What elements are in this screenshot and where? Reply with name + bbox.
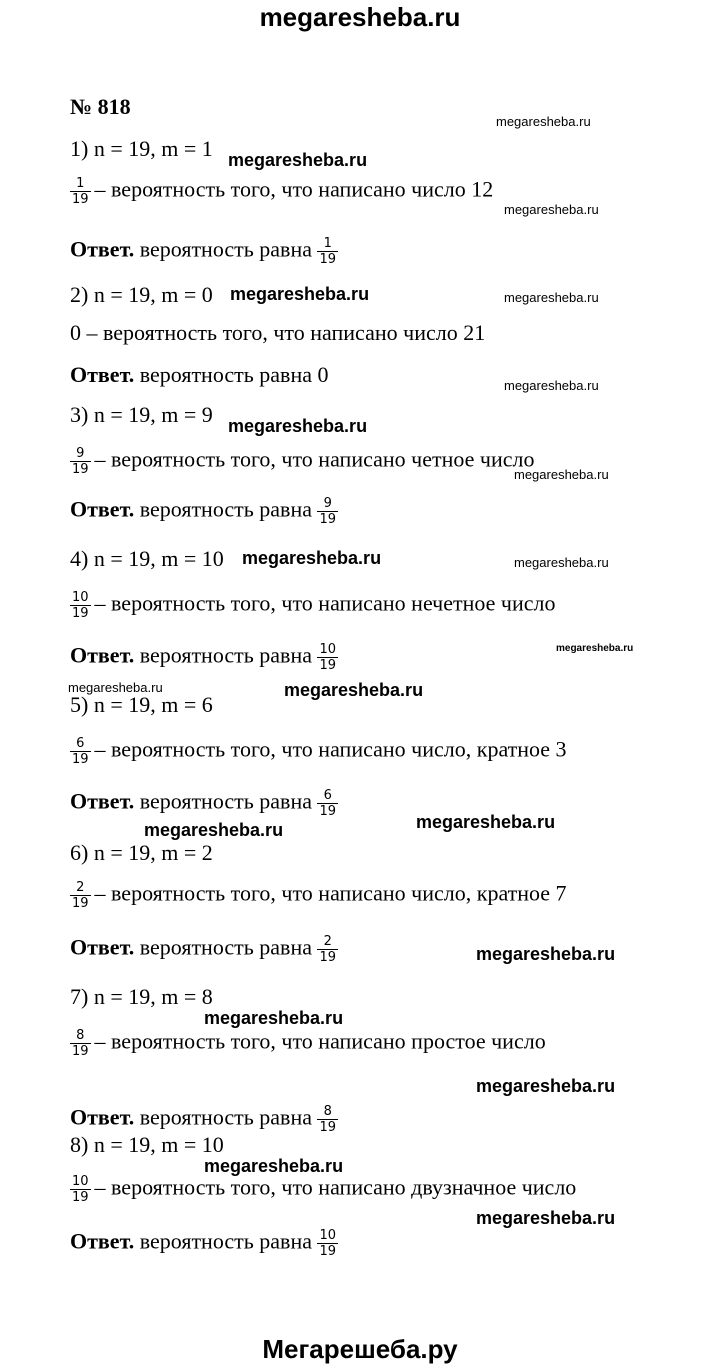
watermark: megaresheba.ru <box>68 680 163 695</box>
watermark: megaresheba.ru <box>242 548 382 568</box>
watermark: megaresheba.ru <box>514 467 609 482</box>
watermark: megaresheba.ru <box>416 812 556 832</box>
watermark: megaresheba.ru <box>144 820 284 840</box>
condition-5: 5) n = 19, m = 6 <box>70 692 213 717</box>
watermark: megaresheba.ru <box>476 1076 616 1096</box>
watermark: megaresheba.ru <box>228 416 368 436</box>
description-3: $\frac{9}{19}$ – вероятность того, что написано четное число <box>72 446 535 477</box>
fraction: $\frac{8}{19}$ <box>72 1028 89 1059</box>
condition-2: 2) n = 19, m = 0 <box>70 282 213 307</box>
watermark: megaresheba.ru <box>514 555 609 570</box>
watermark: megaresheba.ru <box>504 378 599 393</box>
description-4: $\frac{10}{19}$ – вероятность того, что написано нечетное число <box>72 590 556 621</box>
fraction: $\frac{2}{19}$ <box>319 934 337 965</box>
description-2: 0 – вероятность того, что написано число 21 <box>70 320 486 345</box>
answer-8: Ответ. вероятность равна $\frac{10}{19}$ <box>70 1228 337 1259</box>
watermark: megaresheba.ru <box>230 284 370 304</box>
watermark: megaresheba.ru <box>556 643 634 654</box>
watermark: megaresheba.ru <box>284 680 424 700</box>
watermark: megaresheba.ru <box>476 1208 616 1228</box>
answer-7: Ответ. вероятность равна $\frac{8}{19}$ <box>70 1104 337 1135</box>
condition-6: 6) n = 19, m = 2 <box>70 840 213 865</box>
fraction: $\frac{10}{19}$ <box>72 590 89 621</box>
fraction: $\frac{10}{19}$ <box>319 1228 337 1259</box>
condition-1: 1) n = 19, m = 1 <box>70 136 213 161</box>
fraction: $\frac{1}{19}$ <box>72 176 89 207</box>
answer-1: Ответ. вероятность равна $\frac{1}{19}$ <box>70 236 337 267</box>
site-header: megaresheba.ru <box>259 2 461 32</box>
fraction: $\frac{8}{19}$ <box>319 1104 337 1135</box>
condition-4: 4) n = 19, m = 10 <box>70 546 224 571</box>
watermark: megaresheba.ru <box>228 150 368 170</box>
fraction: $\frac{10}{19}$ <box>319 642 337 673</box>
task-number: № 818 <box>70 94 131 119</box>
answer-6: Ответ. вероятность равна $\frac{2}{19}$ <box>70 934 337 965</box>
fraction: $\frac{9}{19}$ <box>72 446 89 477</box>
answer-3: Ответ. вероятность равна $\frac{9}{19}$ <box>70 496 337 527</box>
watermark: megaresheba.ru <box>204 1008 344 1028</box>
fraction: $\frac{1}{19}$ <box>319 236 337 267</box>
fraction: $\frac{2}{19}$ <box>72 880 89 911</box>
description-8: $\frac{10}{19}$ – вероятность того, что написано двузначное число <box>72 1174 577 1205</box>
condition-8: 8) n = 19, m = 10 <box>70 1132 224 1157</box>
answer-4: Ответ. вероятность равна $\frac{10}{19}$ <box>70 642 337 673</box>
watermark: megaresheba.ru <box>496 114 591 129</box>
fraction: $\frac{6}{19}$ <box>72 736 89 767</box>
fraction: $\frac{9}{19}$ <box>319 496 337 527</box>
description-1: $\frac{1}{19}$ – вероятность того, что написано число 12 <box>72 176 494 207</box>
description-5: $\frac{6}{19}$ – вероятность того, что написано число, кратное 3 <box>72 736 567 767</box>
watermark: megaresheba.ru <box>204 1156 344 1176</box>
watermark: megaresheba.ru <box>504 202 599 217</box>
description-6: $\frac{2}{19}$ – вероятность того, что написано число, кратное 7 <box>72 880 567 911</box>
answer-2: Ответ. вероятность равна 0 <box>70 362 329 387</box>
condition-7: 7) n = 19, m = 8 <box>70 984 213 1009</box>
condition-3: 3) n = 19, m = 9 <box>70 402 213 427</box>
site-footer: Мегарешеба.ру <box>262 1334 458 1364</box>
watermark: megaresheba.ru <box>476 944 616 964</box>
description-7: $\frac{8}{19}$ – вероятность того, что написано простое число <box>72 1028 546 1059</box>
watermark: megaresheba.ru <box>504 290 599 305</box>
fraction: $\frac{6}{19}$ <box>319 788 337 819</box>
answer-5: Ответ. вероятность равна $\frac{6}{19}$ <box>70 788 337 819</box>
fraction: $\frac{10}{19}$ <box>72 1174 89 1205</box>
